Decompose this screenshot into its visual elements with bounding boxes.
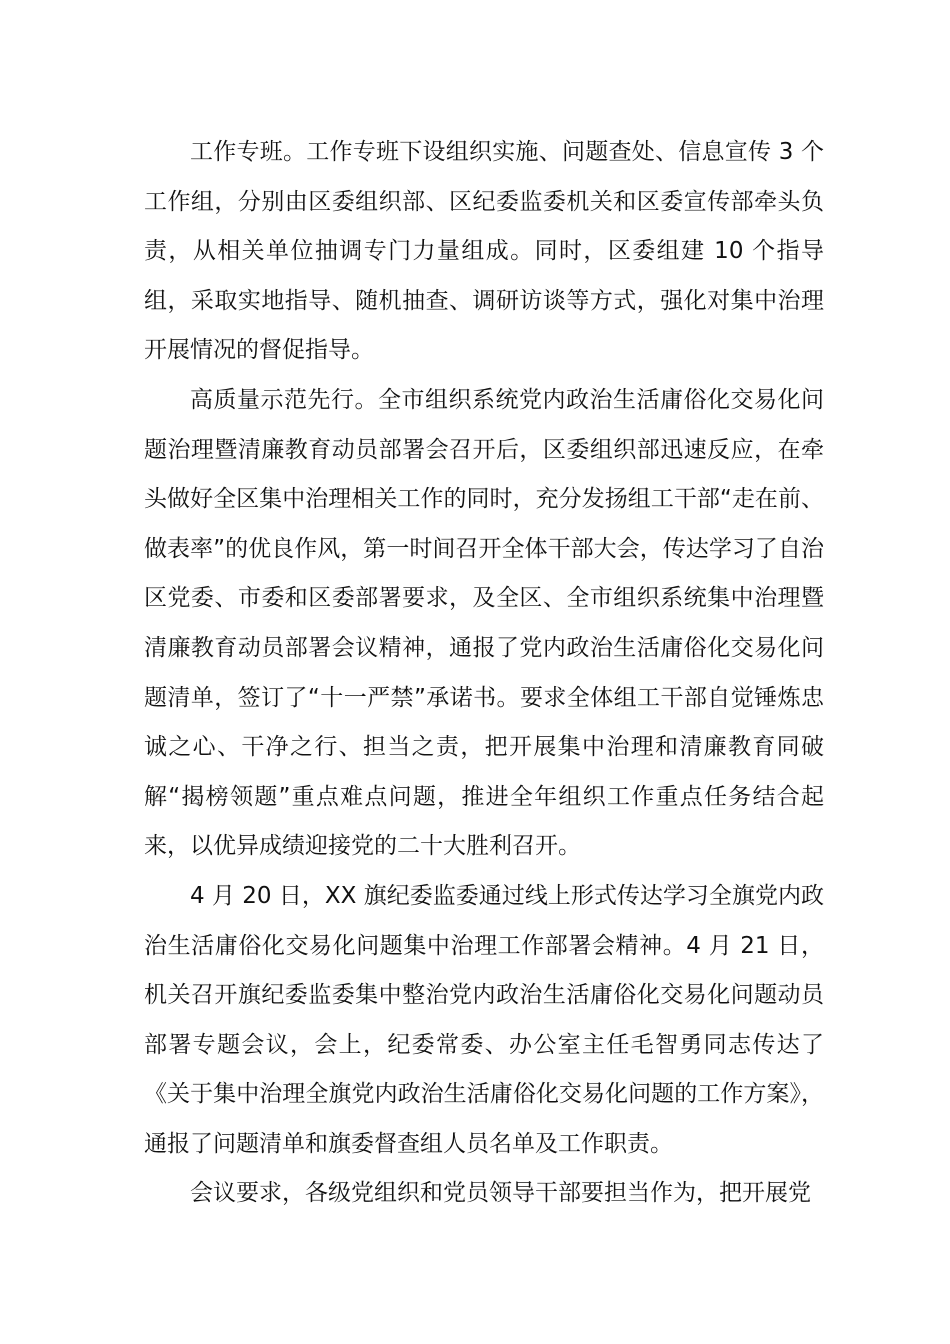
paragraph-meeting-requirements: 会议要求，各级党组织和党员领导干部要担当作为，把开展党 (190, 1180, 811, 1207)
paragraph-april-meetings: 4 月 20 日，XX 旗纪委监委通过线上形式传达学习全旗党内政治生活庸俗化交易化问题集中治理工作部署会精神。4 月 21 日，机关召开旗纪委监委集中整治党内政治生活庸俗化交易化问题动员部署专题会议，会上，纪委常委、办公室主任毛智勇同志传达了《关于集中治理全旗党内政治生活庸俗化交易化问题的工作方案》，通报了问题清单和旗委督查组人员名单及工作职责。 (144, 882, 824, 1157)
paragraph-work-team: 工作专班。工作专班下设组织实施、问题查处、信息宣传 3 个工作组，分别由区委组织部、区纪委监委机关和区委宣传部牵头负责，从相关单位抽调专门力量组成。同时，区委组建 10 个指导组，采取实地指导、随机抽查、调研访谈等方式，强化对集中治理开展情况的督促指导。 (144, 139, 824, 364)
document-body (144, 128, 824, 1219)
paragraph-high-quality-demonstration: 高质量示范先行。全市组织系统党内政治生活庸俗化交易化问题治理暨清廉教育动员部署会召开后，区委组织部迅速反应，在牵头做好全区集中治理相关工作的同时，充分发扬组工干部“走在前、做表率”的优良作风，第一时间召开全体干部大会，传达学习了自治区党委、市委和区委部署要求，及全区、全市组织系统集中治理暨清廉教育动员部署会议精神，通报了党内政治生活庸俗化交易化问题清单，签订了“十一严禁”承诺书。要求全体组工干部自觉锤炼忠诚之心、干净之行、担当之责，把开展集中治理和清廉教育同破解“揭榜领题”重点难点问题，推进全年组织工作重点任务结合起来，以优异成绩迎接党的二十大胜利召开。 (144, 386, 824, 860)
